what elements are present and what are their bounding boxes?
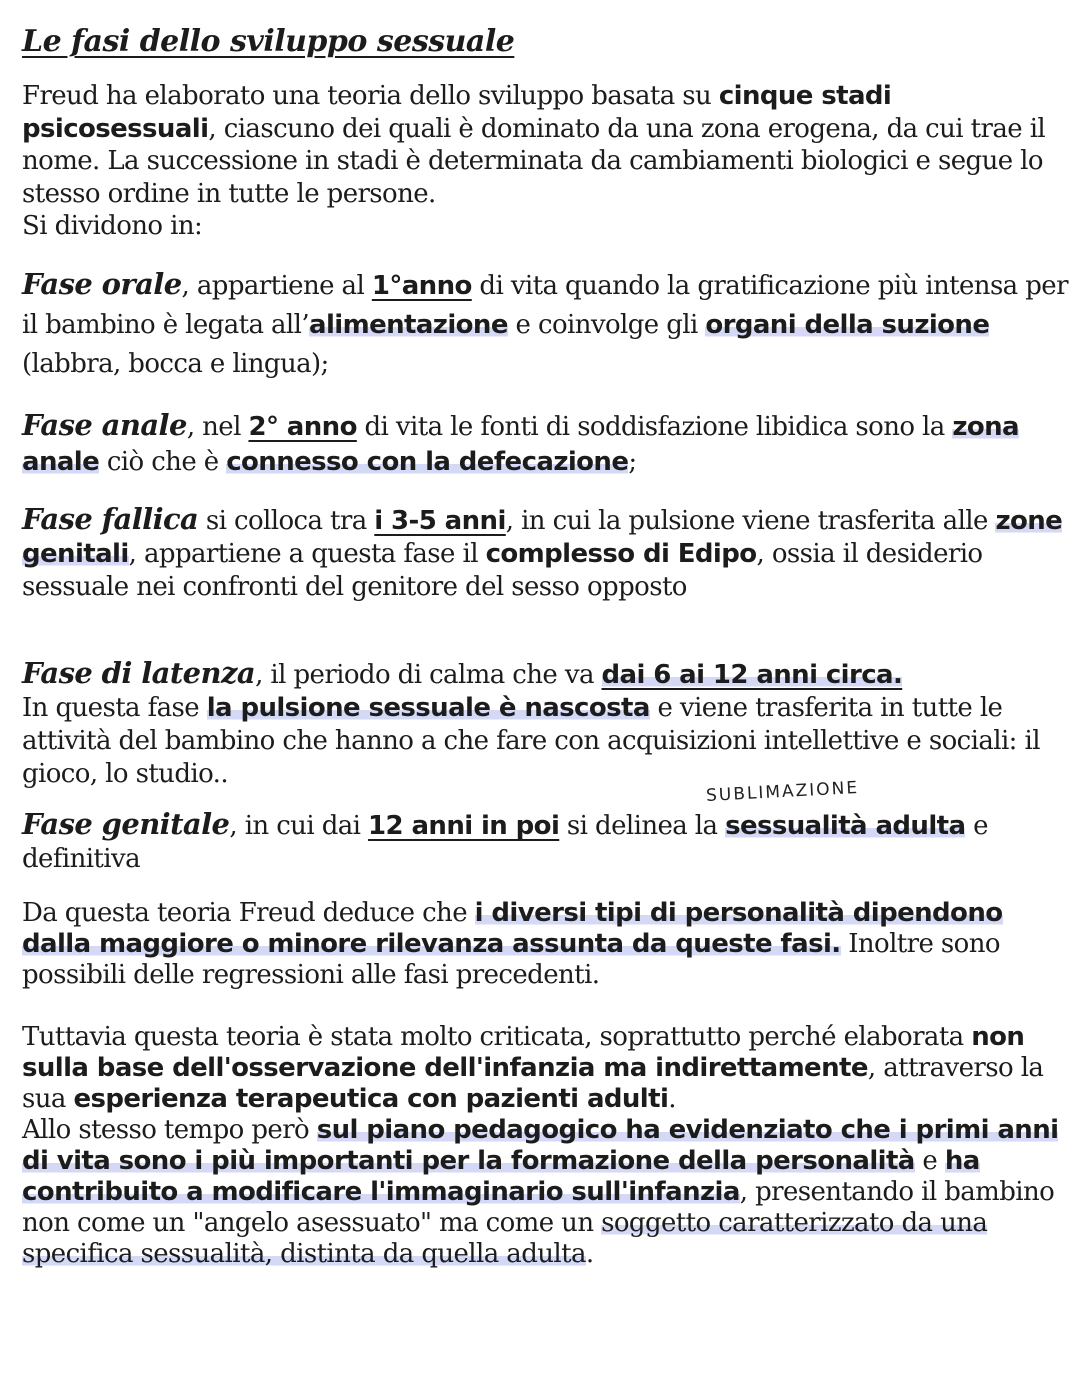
page-title: Le fasi dello sviluppo sessuale — [22, 24, 515, 59]
intro-paragraph: Freud ha elaborato una teoria dello sviluppo basata su cinque stadi psicosessuali, ciascuno dei quali è dominato da una zona erogena, da cui trae il nome. La successione in stadi è determinata da cambiamenti biologici e segue lo stesso ordine in tutte le persone. Si dividono in: — [22, 81, 1046, 241]
phase-orale-name: Fase orale — [22, 267, 182, 301]
phase-anale: Fase anale, nel 2° anno di vita le fonti di soddisfazione libidica sono la zona anale ciò che è connesso con la defecazione; — [22, 408, 1019, 477]
phase-genitale: Fase genitale, in cui dai 12 anni in poi si delinea la sessualità adulta e definitiva — [22, 807, 988, 874]
phase-latenza: Fase di latenza, il periodo di calma che va dai 6 ai 12 anni circa. In questa fase la pulsione sessuale è nascosta e viene trasferita in tutte le attività del bambino che hanno a che fare con acquisizioni intellettive e sociali: il gioco, lo studio.. — [22, 656, 1040, 789]
stadi-highlight: cinque stadi psicosessuali — [22, 81, 892, 144]
handwritten-note: SUBLIMAZIONE — [705, 778, 860, 806]
conclusion-paragraph: Da questa teoria Freud deduce che i diversi tipi di personalità dipendono dalla maggiore o minore rilevanza assunta da queste fasi. Inoltre sono possibili delle regressioni alle fasi precedenti. — [22, 898, 1003, 990]
phase-fallica: Fase fallica si colloca tra i 3-5 anni, in cui la pulsione viene trasferita alle zone genitali, appartiene a questa fase il complesso di Edipo, ossia il desiderio sessuale nei confronti del genitore del sesso opposto — [22, 502, 1063, 602]
criticism-paragraph: Tuttavia questa teoria è stata molto criticata, soprattutto perché elaborata non sulla base dell'osservazione dell'infanzia ma indirettamente, attraverso la sua esperienza terapeutica con pazienti adulti. Allo stesso tempo però sul piano pedagogico ha evidenziato che i primi anni di vita sono i più importanti per la formazione della personalità e ha contribuito a modificare l'immaginario sull'infanzia, presentando il bambino non come un "angelo asessuato" ma come un soggetto caratterizzato da una specifica sessualità, distinta da quella adulta. — [22, 1022, 1059, 1269]
phase-latenza-name: Fase di latenza — [22, 656, 256, 690]
phase-anale-name: Fase anale — [22, 408, 187, 442]
phase-fallica-name: Fase fallica — [22, 502, 199, 536]
phase-orale: Fase orale, appartiene al 1°anno di vita quando la gratificazione più intensa per il bambino è legata all’alimentazione e coinvolge gli organi della suzione (labbra, bocca e lingua); — [22, 267, 1068, 379]
phase-genitale-name: Fase genitale — [22, 807, 230, 841]
